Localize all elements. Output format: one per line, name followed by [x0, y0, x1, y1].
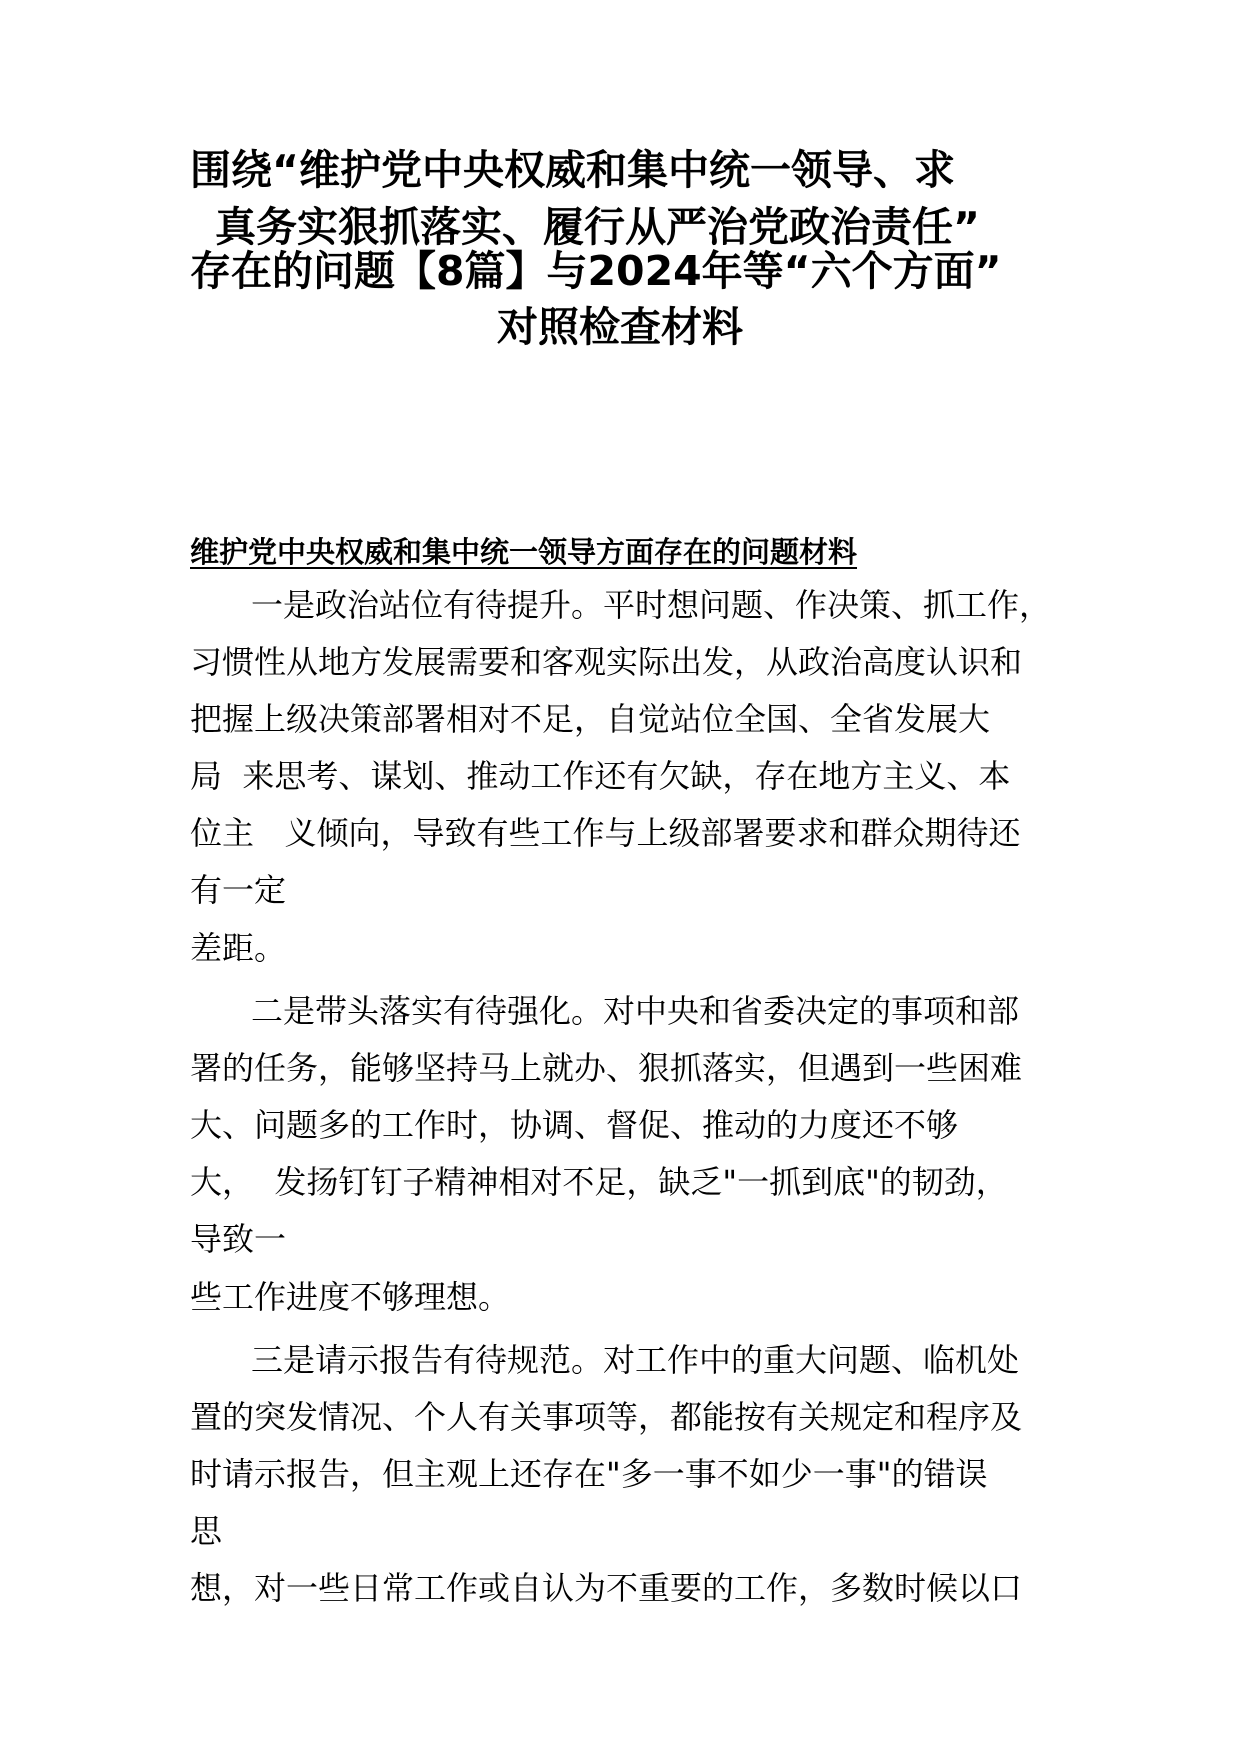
body-line: 想，对一些日常工作或自认为不重要的工作，多数时候以口	[190, 1569, 1023, 1607]
document-title-line-3: 存在的问题【8篇】与2024年等“六个方面”	[190, 247, 1002, 295]
body-line: 差距。	[190, 929, 287, 967]
body-line: 有一定	[190, 871, 287, 909]
body-line: 置的突发情况、个人有关事项等，都能按有关规定和程序及	[190, 1398, 1023, 1436]
body-line: 局 来思考、谋划、推动工作还有欠缺，存在地方主义、本	[190, 757, 1011, 795]
document-title-line-1: 围绕“维护党中央权威和集中统一领导、求	[190, 146, 955, 194]
body-line: 一是政治站位有待提升。平时想问题、作决策、抓工作，	[190, 586, 1052, 624]
body-line: 思	[190, 1512, 223, 1550]
body-line: 时请示报告，但主观上还存在"多一事不如少一事"的错误	[190, 1455, 988, 1493]
section-heading: 维护党中央权威和集中统一领导方面存在的问题材料	[190, 535, 858, 569]
body-line: 些工作进度不够理想。	[190, 1278, 511, 1316]
body-line: 大、问题多的工作时，协调、督促、推动的力度还不够	[190, 1106, 959, 1144]
document-title-line-2: 真务实狠抓落实、履行从严治党政治责任”	[215, 203, 980, 251]
body-line: 三是请示报告有待规范。对工作中的重大问题、临机处	[190, 1341, 1020, 1379]
body-line: 把握上级决策部署相对不足，自觉站位全国、全省发展大	[190, 700, 991, 738]
document-title-line-4: 对照检查材料	[497, 303, 743, 351]
body-line: 导致一	[190, 1220, 287, 1258]
body-line: 大， 发扬钉钉子精神相对不足，缺乏"一抓到底"的韧劲，	[190, 1163, 1008, 1201]
body-line: 位主 义倾向，导致有些工作与上级部署要求和群众期待还	[190, 814, 1021, 852]
body-line: 二是带头落实有待强化。对中央和省委决定的事项和部	[190, 992, 1020, 1030]
body-line: 习惯性从地方发展需要和客观实际出发，从政治高度认识和	[190, 643, 1023, 681]
body-line: 署的任务，能够坚持马上就办、狠抓落实，但遇到一些困难	[190, 1049, 1023, 1087]
